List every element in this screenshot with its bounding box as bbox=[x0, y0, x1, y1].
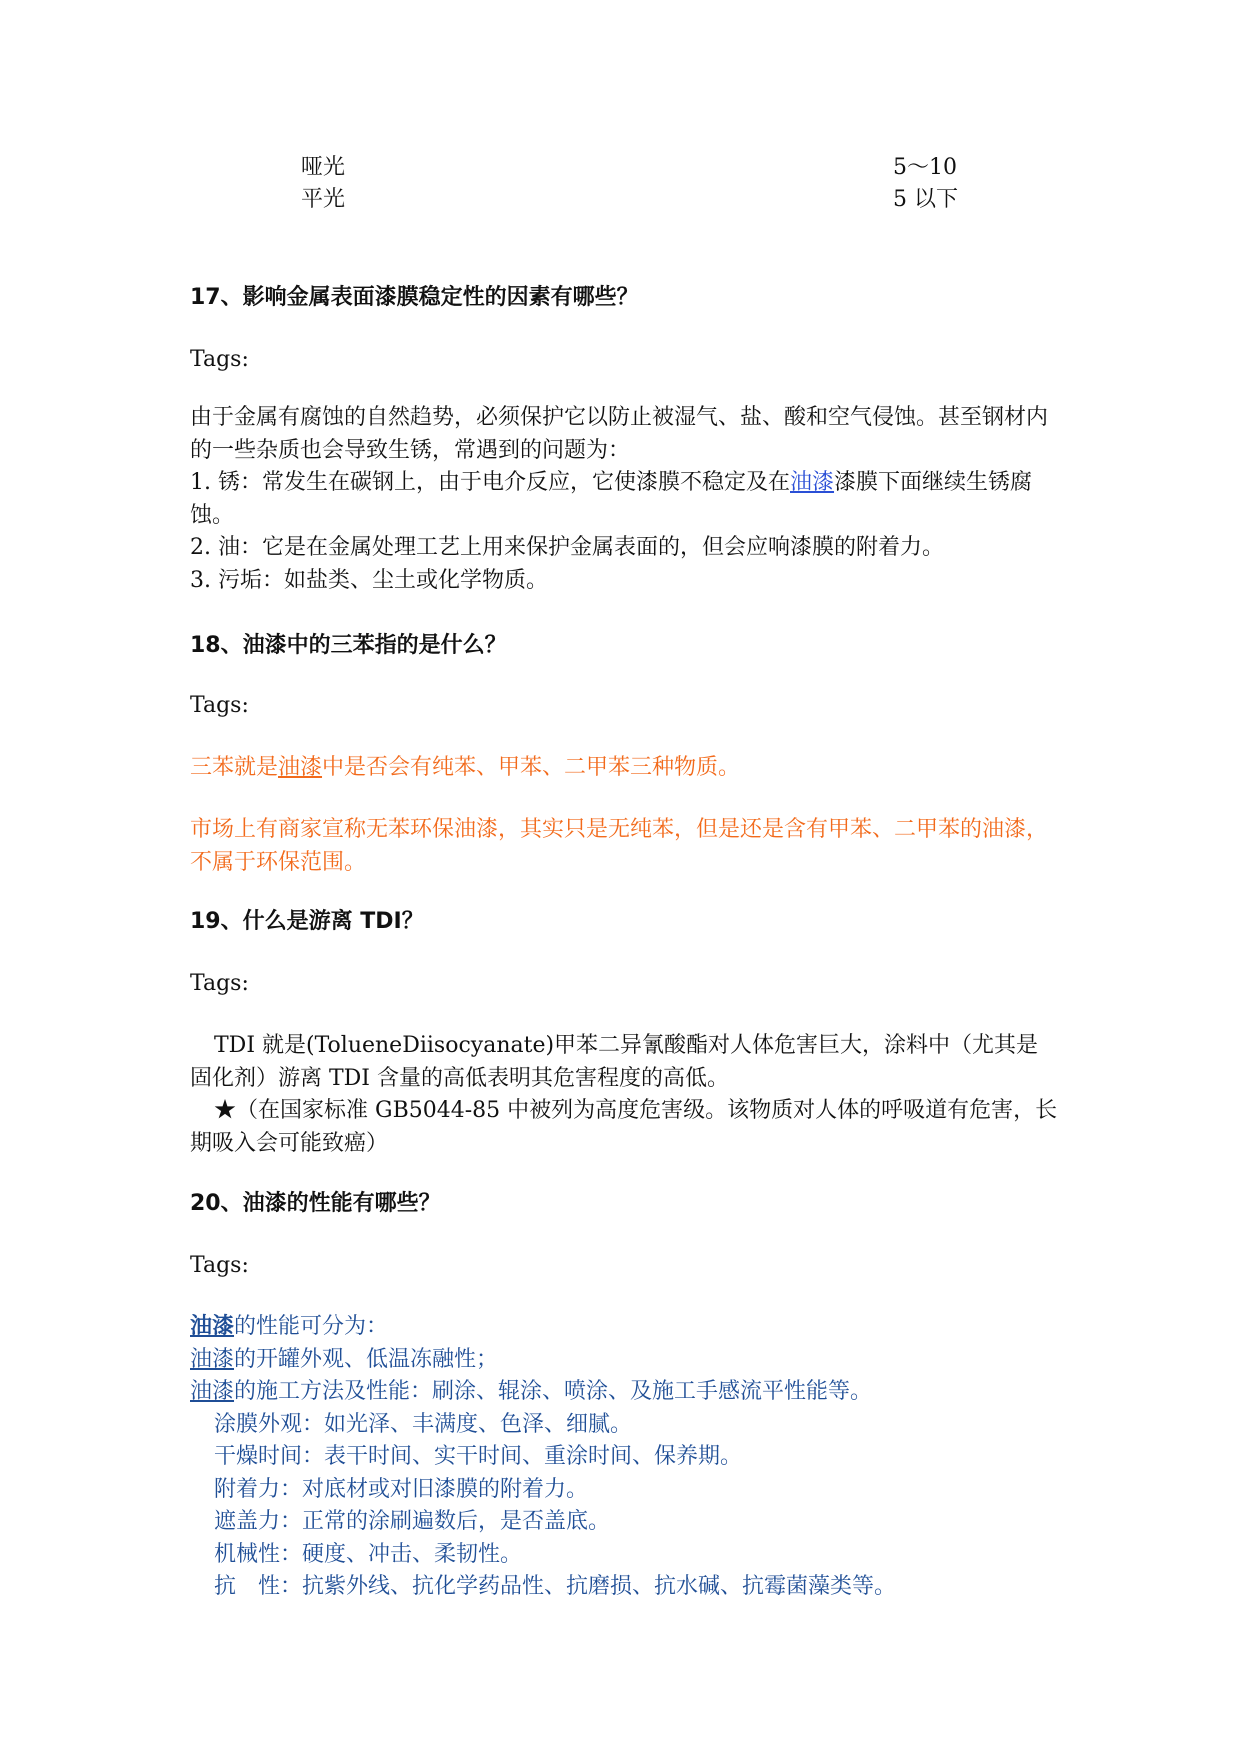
q17-item-2: 2. 油：它是在金属处理工艺上用来保护金属表面的，但会应响漆膜的附着力。 bbox=[190, 535, 944, 560]
paint-link[interactable]: 油漆 bbox=[790, 470, 835, 495]
question-20-answer bbox=[190, 1310, 1058, 1604]
q17-item-1: 1. 锈：常发生在碳钢上，由于电介反应，它使漆膜不稳定及在油漆漆膜下面继续生锈腐蚀。 bbox=[190, 470, 1033, 528]
q19-para-2: ★（在国家标准 GB5044-85 中被列为高度危害级。该物质对人体的呼吸道有危害，长期吸入会可能致癌） bbox=[190, 1098, 1058, 1156]
question-18-answer-1: 三苯就是油漆中是否会有纯苯、甲苯、二甲苯三种物质。 bbox=[190, 755, 741, 780]
question-19-tags: Tags: bbox=[190, 971, 249, 996]
gloss-row-1-label: 哑光 bbox=[301, 155, 346, 180]
gloss-row-2-label: 平光 bbox=[301, 187, 346, 212]
q20-item: 干燥时间：表干时间、实干时间、重涂时间、保养期。 bbox=[214, 1444, 743, 1469]
q20-item: 涂膜外观：如光泽、丰满度、色泽、细腻。 bbox=[214, 1411, 633, 1437]
q20-item: 机械性：硬度、冲击、柔韧性。 bbox=[214, 1541, 523, 1567]
q20-item: 附着力：对底材或对旧漆膜的附着力。 bbox=[214, 1476, 589, 1502]
gloss-row-1-value: 5～10 bbox=[893, 155, 957, 180]
question-18-title: 18、油漆中的三苯指的是什么？ bbox=[190, 633, 507, 658]
question-17-answer bbox=[190, 402, 1058, 597]
paint-link[interactable]: 油漆 bbox=[190, 1313, 235, 1339]
question-19-title: 19、什么是游离 TDI？ bbox=[190, 909, 424, 934]
question-19-answer bbox=[190, 1030, 1058, 1160]
question-18-tags: Tags: bbox=[190, 693, 249, 718]
q20-line-1: 油漆的性能可分为： bbox=[190, 1313, 389, 1339]
q20-item: 抗 性：抗紫外线、抗化学药品性、抗磨损、抗水碱、抗霉菌藻类等。 bbox=[214, 1574, 897, 1599]
question-17-title: 17、影响金属表面漆膜稳定性的因素有哪些？ bbox=[190, 285, 639, 310]
q19-para-1: TDI 就是(TolueneDiisocyanate)甲苯二异氰酸酯对人体危害巨大，涂料中（尤其是固化剂）游离 TDI 含量的高低表明其危害程度的高低。 bbox=[190, 1033, 1039, 1091]
q20-line-3: 油漆的施工方法及性能：刷涂、辊涂、喷涂、及施工手感流平性能等。 bbox=[190, 1379, 873, 1404]
question-20-title: 20、油漆的性能有哪些？ bbox=[190, 1191, 441, 1216]
question-18-answer-2: 市场上有商家宣称无苯环保油漆，其实只是无纯苯，但是还是含有甲苯、二甲苯的油漆，不属于环保范围。 bbox=[190, 817, 1049, 875]
q17-intro: 由于金属有腐蚀的自然趋势，必须保护它以防止被湿气、盐、酸和空气侵蚀。甚至钢材内的一些杂质也会导致生锈，常遇到的问题为： bbox=[190, 405, 1049, 463]
q17-item-3: 3. 污垢：如盐类、尘土或化学物质。 bbox=[190, 567, 548, 593]
paint-link[interactable]: 油漆 bbox=[278, 755, 323, 780]
q20-line-2: 油漆的开罐外观、低温冻融性； bbox=[190, 1346, 499, 1372]
question-20-tags: Tags: bbox=[190, 1253, 249, 1278]
gloss-row-2-value: 5 以下 bbox=[893, 187, 958, 212]
paint-link[interactable]: 油漆 bbox=[190, 1379, 235, 1404]
question-17-tags: Tags: bbox=[190, 347, 249, 372]
paint-link[interactable]: 油漆 bbox=[190, 1346, 235, 1372]
q20-item: 遮盖力：正常的涂刷遍数后，是否盖底。 bbox=[214, 1509, 611, 1534]
